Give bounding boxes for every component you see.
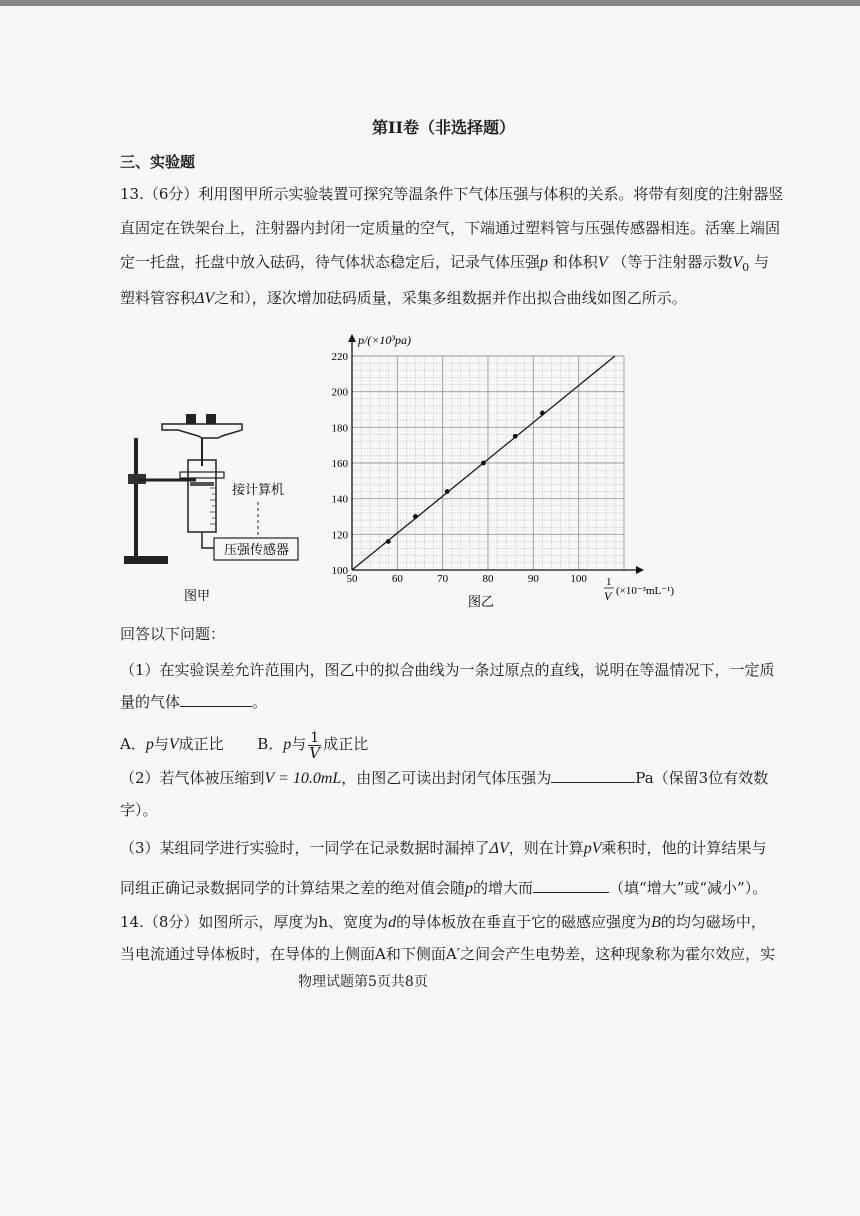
x-tick-label: 100 <box>570 573 587 585</box>
q13-sub3-text-c: 乘积时，他的计算结果与 <box>601 839 767 857</box>
option-b-label: B． <box>257 735 284 753</box>
x-tick-label: 90 <box>527 573 539 585</box>
q13-options <box>120 726 368 762</box>
answer-blank-2[interactable] <box>551 768 635 783</box>
x-axis-arrow-icon <box>636 566 644 574</box>
symbol-V0: V <box>732 254 743 271</box>
fraction-numerator: 1 <box>310 729 320 746</box>
x-tick-label: 50 <box>346 573 358 585</box>
q14-text-c: 的均匀磁场中， <box>660 913 766 931</box>
figure-a-caption: 图甲 <box>184 588 211 603</box>
q13-sub3-text-d: 同组正确记录数据同学的计算结果之差的绝对值会随 <box>120 879 466 897</box>
q14-symbol-B: B <box>651 914 661 931</box>
syringe-barrel <box>188 460 216 532</box>
y-tick-label: 200 <box>331 386 348 399</box>
q13-line3-text-d: 与 <box>753 253 769 271</box>
x-tick-label: 70 <box>437 573 449 585</box>
q13-sub1-end: 。 <box>252 693 268 711</box>
section-heading: 三、实验题 <box>120 153 196 171</box>
y-axis-label: p/(×10³pa) <box>358 333 412 347</box>
x-axis-label-den: V <box>604 589 612 603</box>
q13-sub2-line1 <box>120 768 768 789</box>
option-a-with: 与 <box>153 735 169 753</box>
q13-line3-text-c: （等于注射器示数 <box>612 253 733 271</box>
weight-left <box>186 414 196 424</box>
q14-line2: 当电流通过导体板时，在导体的上侧面A和下侧面A′之间会产生电势差，这种现象称为霍尔效应，实 <box>120 945 776 963</box>
q14-line1 <box>120 912 766 933</box>
option-b-p: p <box>283 736 292 753</box>
y-tick-label: 160 <box>331 458 348 470</box>
q13-line3-text-a: 定一托盘，托盘中放入砝码，待气体状态稳定后，记录气体压强 <box>120 253 541 271</box>
syringe-flange <box>180 472 224 478</box>
computer-label: 接计算机 <box>232 482 285 497</box>
apparatus-figure <box>118 398 308 608</box>
q13-sub3-text-f: （填“增大”或“减小”）。 <box>609 879 768 897</box>
answer-blank-3[interactable] <box>533 878 609 893</box>
pressure-vs-inverse-volume-chart <box>318 330 690 608</box>
q14-text-b: 的导体板放在垂直于它的磁感应强度为 <box>396 913 652 931</box>
q13-sub2-text-c: Pa（保留3位有效数 <box>635 769 769 787</box>
stand-rod <box>134 438 138 558</box>
symbol-V: V <box>597 254 608 271</box>
q13-sub2-equation: V = 10.0mL <box>264 770 342 787</box>
q13-line4-text-a: 塑料管容积 <box>120 289 196 307</box>
pressure-sensor-label: 压强传感器 <box>224 542 290 557</box>
symbol-delta-V: ΔV <box>195 290 215 307</box>
q13-line3 <box>120 252 769 278</box>
stand-base <box>124 556 168 564</box>
q13-sub3-text-b: ，则在计算 <box>508 839 584 857</box>
symbol-p: p <box>540 254 549 271</box>
piston-tray <box>162 424 242 438</box>
q13-sub3-delta-V: ΔV <box>489 840 509 857</box>
chart-tick-labels <box>332 351 588 585</box>
weight-right <box>206 414 216 424</box>
q13-sub1-line1: （1）在实验误差允许范围内，图乙中的拟合曲线为一条过原点的直线，说明在等温情况下，一定质 <box>120 661 775 679</box>
x-axis-label-unit: (×10⁻³mL⁻¹) <box>616 585 675 597</box>
fraction-denominator: V <box>309 743 321 762</box>
y-axis-arrow-icon <box>348 334 356 342</box>
x-axis-label-num: 1 <box>606 576 612 588</box>
chart-grid <box>352 356 624 570</box>
syringe-piston <box>190 482 214 486</box>
page-title: 第II卷（非选择题） <box>372 118 515 137</box>
q13-sub2-text-a: （2）若气体被压缩到 <box>120 769 265 787</box>
q13-sub3-line2 <box>120 878 767 899</box>
q13-sub3-p: p <box>465 880 474 897</box>
q13-line4 <box>120 288 687 309</box>
figure-b-caption: 图乙 <box>468 594 495 608</box>
data-point <box>386 539 391 544</box>
symbol-V0-subscript: 0 <box>742 261 750 274</box>
scan-top-edge <box>0 0 860 6</box>
q13-sub3-text-e: 的增大而 <box>473 879 534 897</box>
option-b-fraction <box>308 731 321 760</box>
option-a-text: 成正比 <box>178 735 224 753</box>
data-point <box>513 434 518 439</box>
y-tick-label: 180 <box>331 422 348 435</box>
q13-sub2-line2: 字）。 <box>120 801 158 819</box>
q13-sub3-pV: pV <box>583 840 602 857</box>
q13-sub2-text-b: ，由图乙可读出封闭气体压强为 <box>341 769 552 787</box>
syringe-scale <box>210 488 216 524</box>
data-point <box>413 514 418 519</box>
option-a-label: A． <box>120 735 146 753</box>
plastic-tube <box>202 532 214 548</box>
q14-symbol-d: d <box>388 914 397 931</box>
q13-line2: 直固定在铁架台上，注射器内封闭一定质量的空气，下端通过塑料管与压强传感器相连。活塞上端固 <box>120 219 781 237</box>
x-tick-label: 80 <box>482 573 494 585</box>
y-tick-label: 100 <box>331 565 348 577</box>
q13-sub3-text-a: （3）某组同学进行实验时，一同学在记录数据时漏掉了 <box>120 839 490 857</box>
y-tick-label: 120 <box>331 529 348 542</box>
option-a-p: p <box>145 736 154 753</box>
q13-line3-text-b: 和体积 <box>552 253 598 271</box>
answer-blank-1[interactable] <box>180 692 252 707</box>
y-tick-label: 140 <box>331 493 348 506</box>
option-b-text: 成正比 <box>323 735 369 753</box>
q13-prompt: 回答以下问题： <box>120 625 226 643</box>
data-point <box>481 461 486 466</box>
q14-text-a: 14.（8分）如图所示，厚度为h、宽度为 <box>120 913 389 931</box>
option-a-V: V <box>168 736 179 753</box>
q13-sub1-text: 量的气体 <box>120 693 181 711</box>
q13-sub3-line1 <box>120 838 767 859</box>
q13-sub1-line2 <box>120 692 267 712</box>
page-footer: 物理试题第5页共8页 <box>298 974 428 990</box>
q13-line4-text-b: 之和），逐次增加砝码质量，采集多组数据并作出拟合曲线如图乙所示。 <box>214 289 687 307</box>
x-tick-label: 60 <box>391 573 403 585</box>
chart-axes <box>348 334 644 574</box>
option-b-with: 与 <box>291 735 307 753</box>
data-point <box>540 411 545 416</box>
q13-line1: 13.（6分）利用图甲所示实验装置可探究等温条件下气体压强与体积的关系。将带有刻度的注射器竖 <box>120 185 784 203</box>
data-point <box>445 489 450 494</box>
y-tick-label: 220 <box>331 351 348 363</box>
